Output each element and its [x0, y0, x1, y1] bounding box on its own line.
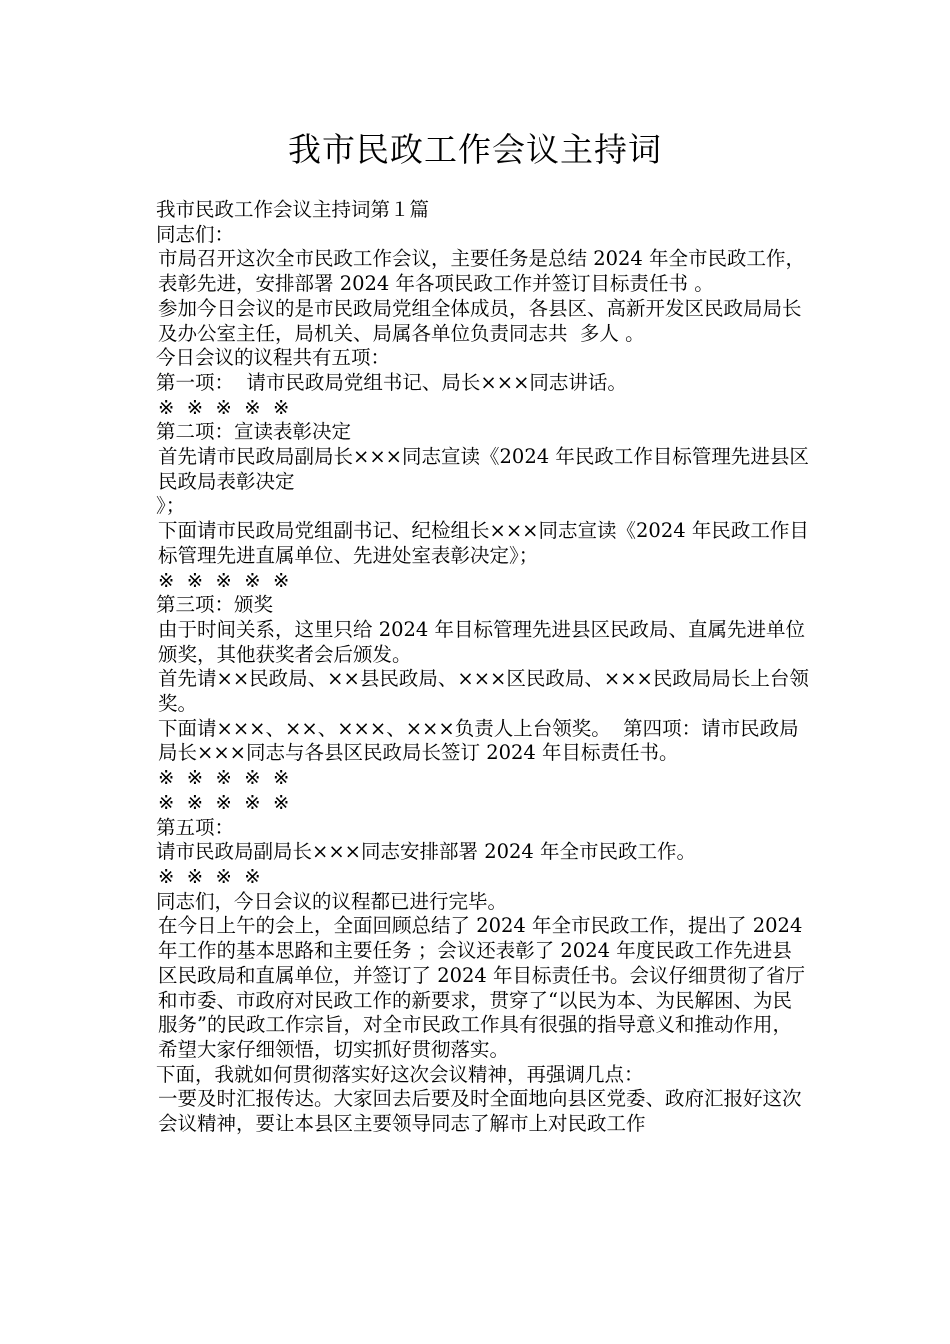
section-heading: 我市民政工作会议主持词第１篇 [156, 198, 430, 221]
separator-marks: ※ ※ ※ ※ [158, 864, 261, 888]
agenda-item: 第三项：颁奖 [156, 593, 274, 617]
separator-marks: ※ ※ ※ ※ ※ [158, 766, 290, 790]
salutation: 同志们： [156, 222, 235, 246]
body-paragraph: 参加今日会议的是市民政局党组全体成员，各县区、高新开发区民政局局长及办公室主任，局机关、局属各单位负责同志共 多人 。 [158, 296, 802, 345]
body-paragraph: 同志们，今日会议的议程都已进行完毕。 [156, 889, 508, 913]
body-paragraph: 首先请××民政局、××县民政局、×××区民政局、×××民政局局长上台领奖。 [158, 667, 809, 716]
separator-marks: ※ ※ ※ ※ ※ [158, 568, 290, 592]
body-paragraph: 请市民政局副局长×××同志安排部署 2024 年全市民政工作。 [156, 840, 697, 864]
body-paragraph: 》； [156, 494, 186, 518]
body-paragraph: 由于时间关系，这里只给 2024 年目标管理先进县区民政局、直属先进单位颁奖，其他获奖者会后颁发。 [158, 617, 806, 666]
body-paragraph: 首先请市民政局副局长×××同志宣读《2024 年民政工作目标管理先进县区民政局表彰决定 [158, 445, 809, 493]
agenda-item: 第五项： [156, 815, 235, 839]
document-title: 我市民政工作会议主持词 [288, 130, 662, 169]
separator-marks: ※ ※ ※ ※ ※ [158, 395, 290, 419]
agenda-item: 第一项： 请市民政局党组书记、局长×××同志讲话。 [156, 370, 627, 394]
body-paragraph: 今日会议的议程共有五项： [156, 346, 391, 370]
body-paragraph: 市局召开这次全市民政工作会议，主要任务是总结 2024 年全市民政工作，表彰先进，安排部署 2024 年各项民政工作并签订目标责任书 。 [158, 247, 806, 296]
body-paragraph: 一要及时汇报传达。大家回去后要及时全面地向县区党委、政府汇报好这次会议精神，要让本县区主要领导同志了解市上对民政工作 [158, 1087, 802, 1136]
body-paragraph: 下面请×××、××、×××、×××负责人上台领奖。 第四项：请市民政局局长×××同志与各县区民政局长签订 2024 年目标责任书。 [158, 716, 799, 765]
separator-marks: ※ ※ ※ ※ ※ [158, 790, 290, 814]
body-paragraph: 在今日上午的会上，全面回顾总结了 2024 年全市民政工作，提出了 2024 年工作的基本思路和主要任务 ；会议还表彰了 2024 年度民政工作先进县区民政局和直属单位，并签订了 2024 年目标责任书。会议仔细贯彻了省厅和市委、市政府对民政工作的新要求，贯穿了“以民为本、为民解困、为民服务”的民政工作宗旨，对全市民政工作具有很强的指导意义和推动作用，希望大家仔细领悟，切实抓好贯彻落实。 [158, 914, 809, 1061]
agenda-item: 第二项：宣读表彰决定 [156, 420, 352, 444]
body-paragraph: 下面，我就如何贯彻落实好这次会议精神，再强调几点： [156, 1062, 644, 1086]
document-body [144, 198, 810, 1137]
body-paragraph: 下面请市民政局党组副书记、纪检组长×××同志宣读《2024 年民政工作目标管理先进直属单位、先进处室表彰决定》； [158, 519, 809, 567]
